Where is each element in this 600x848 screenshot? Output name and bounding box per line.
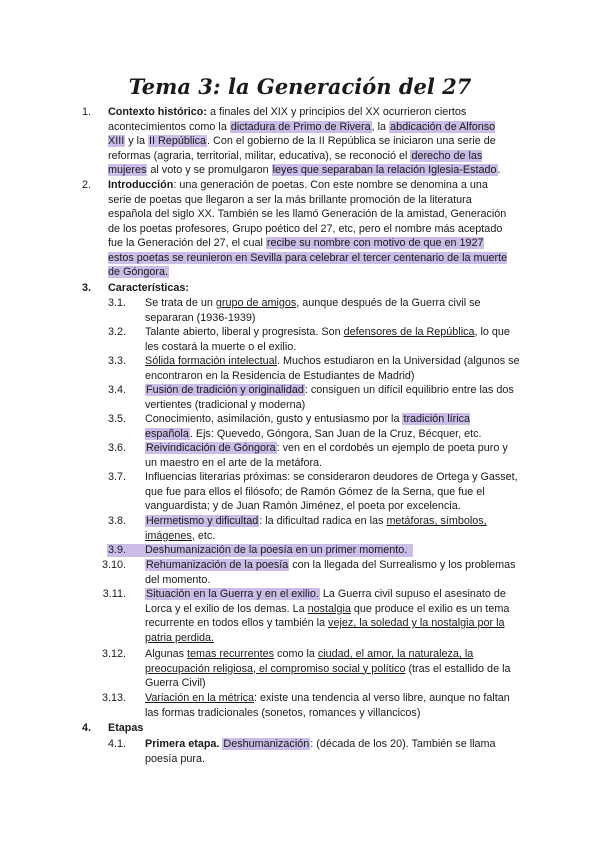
- item-text: [145, 354, 520, 383]
- underline: metáforas, símbolos, imágenes,: [145, 515, 487, 542]
- list-item: [0, 737, 600, 766]
- highlight: Hermetismo y dificultad: [146, 515, 259, 527]
- heading-text: Etapas: [108, 722, 144, 734]
- list-item: [0, 558, 600, 587]
- heading-text: Características:: [108, 282, 190, 294]
- text: con la llegada del Surrealismo y los problemas del momento.: [145, 559, 516, 586]
- list-item: [0, 514, 600, 543]
- item-number: 3.6.: [107, 442, 126, 454]
- section-number: 2.: [82, 179, 92, 191]
- item-text: [145, 470, 520, 514]
- text: : (década de los 20). También se llama poesía pura.: [145, 738, 496, 765]
- section-4: [0, 721, 600, 736]
- underline: defensores de la República: [343, 326, 475, 338]
- item-text: [145, 647, 520, 691]
- page-title: Tema 3: la Generación del 27: [128, 74, 472, 99]
- list-item: [0, 296, 600, 325]
- text: , la: [371, 120, 390, 133]
- text: : la dificultad radica en las: [259, 515, 387, 527]
- item-text: [145, 543, 520, 558]
- item-number: 3.4.: [107, 384, 126, 396]
- item-number: 3.1.: [107, 297, 126, 309]
- item-number: 3.13.: [101, 692, 126, 704]
- text: etc.: [194, 529, 216, 542]
- item-number: 3.2.: [107, 326, 126, 338]
- section-number: 1.: [82, 106, 92, 118]
- highlight: Situación en la Guerra y en el exilio.: [146, 588, 319, 600]
- section-1: [0, 105, 600, 177]
- underline: temas recurrentes: [187, 648, 275, 660]
- list-item: [0, 354, 600, 383]
- highlight: abdicación de Alfonso XIII: [108, 120, 496, 147]
- text: : existe una tendencia al verso libre, aunque no faltan las formas tradicionales (sonetos, romances y villancicos): [145, 692, 510, 719]
- highlight: recibe su nombre con motivo de que en 1927 estos poetas se reunieron en Sevilla para celebrar el tercer centenario de la muerte de Góngora.: [108, 237, 508, 278]
- section-number: 4.: [82, 722, 92, 734]
- item-text: [145, 587, 520, 645]
- underline: Variación en la métrica: [145, 692, 255, 704]
- text: Algunas: [145, 648, 188, 660]
- item-text: [145, 325, 520, 354]
- item-number: 3.3.: [107, 355, 126, 367]
- highlight: derecho de las mujeres: [108, 149, 483, 176]
- text: La Guerra civil supuso el asesinato de Lorca y el exilio de los demas. La: [145, 588, 506, 615]
- list-item: [0, 543, 600, 558]
- item-number: 3.5.: [107, 413, 126, 425]
- text: , lo que les costará la muerte o el exilio.: [145, 326, 510, 353]
- bold-text: Primera etapa.: [145, 738, 220, 750]
- list-item: [0, 383, 600, 412]
- item-text: [145, 412, 520, 441]
- highlight: Fusión de tradición y originalidad: [146, 384, 304, 396]
- underline: grupo de amigos: [215, 297, 297, 309]
- list-item: [0, 412, 600, 441]
- section-3: [0, 281, 600, 296]
- text: : consiguen un difícil equilibrio entre las dos vertientes (tradicional y moderna): [145, 384, 514, 411]
- text: , aunque después de la Guerra civil se separaran (1936-1939): [145, 297, 481, 324]
- item-text: [145, 296, 520, 325]
- item-text: [145, 558, 520, 587]
- section-heading: Introducción: [108, 179, 174, 191]
- text: . Con el gobierno de la II República se iniciaron una serie de reformas (agraria, territorial, militar, educativa), se reconoció el: [108, 135, 496, 162]
- text: : ven en el cordobés un ejemplo de poeta puro y un maestro en el arte de la metáfora.: [145, 442, 508, 469]
- highlight: dictadura de Primo de Rivera: [230, 120, 371, 133]
- section-heading: [108, 281, 508, 296]
- section-text: [108, 105, 508, 178]
- item-text: [145, 514, 520, 543]
- text: que produce el exilio es un tema recurrente en todos ellos y también la: [145, 602, 510, 629]
- text: Se trata de un: [145, 297, 216, 309]
- underline: Sólida formación intelectual: [145, 355, 278, 367]
- highlight: leyes que separaban la relación Iglesia-Estado: [272, 164, 497, 176]
- list-item: [0, 587, 600, 645]
- section-heading: Contexto histórico:: [108, 106, 207, 118]
- text: . Ejs: Quevedo, Góngora, San Juan de la Cruz, Bécquer, etc.: [189, 427, 482, 440]
- underline: vejez, la soledad y la nostalgia por la patria perdida.: [145, 617, 505, 644]
- text: como la: [274, 648, 318, 660]
- text: Talante abierto, liberal y progresista. Son: [145, 326, 344, 338]
- item-number: 3.11.: [102, 588, 126, 600]
- section-heading: [108, 721, 508, 736]
- text: .: [497, 164, 501, 176]
- list-item: [0, 470, 600, 514]
- highlight: tradición lírica española: [145, 413, 471, 440]
- underline: ciudad, el amor, la naturaleza, la preocupación religiosa, el compromiso social y político: [145, 648, 474, 675]
- highlight: Deshumanización: [223, 738, 310, 750]
- section-2: [0, 178, 600, 280]
- text: Influencias literarias próximas: se consideraron deudores de Ortega y Gasset, que fue para ellos el filósofo; de Ramón Gómez de la Serna, que fue el vanguardista; y de Juan Ramón Jiménez, el poeta por excelencia.: [145, 471, 518, 512]
- text: Deshumanización de la poesía en un primer momento.: [145, 544, 408, 556]
- section-number: 3.: [82, 282, 92, 294]
- underline: nostalgia: [307, 602, 351, 615]
- text: y la: [125, 135, 149, 147]
- highlight: Rehumanización de la poesía: [146, 559, 289, 571]
- text: : una generación de poetas. Con este nombre se denomina a una serie de poetas que llegaron a ser la más brillante promoción de la literatura española del siglo XX. También se les llamó Generación de la amistad, Generación de los poetas profesores, Grupo poético del 27, etc, pero el nombre más aceptado fue la Generación del 27, el cual: [108, 179, 507, 249]
- highlight: Reivindicación de Góngora: [146, 442, 276, 454]
- text: a finales del XIX y principios del XX ocurrieron ciertos acontecimientos como la: [108, 106, 467, 133]
- list-item: [0, 325, 600, 354]
- section-text: [108, 178, 508, 280]
- text: (tras el estallido de la Guerra Civil): [145, 662, 511, 689]
- item-number: 3.7.: [107, 471, 126, 483]
- item-number: 3.9.: [107, 544, 126, 556]
- item-text: [145, 691, 520, 720]
- list-item: [0, 691, 600, 720]
- text: . Muchos estudiaron en la Universidad (algunos se encontraron en la Residencia de Estudiantes de Madrid): [145, 355, 520, 382]
- highlight: II República: [149, 135, 207, 147]
- text: al voto y se promulgaron: [147, 164, 272, 176]
- item-text: [145, 441, 520, 470]
- text: Conocimiento, asimilación, gusto y entusiasmo por la: [145, 413, 403, 425]
- list-item: [0, 441, 600, 470]
- item-text: [145, 383, 520, 412]
- item-text: [145, 737, 520, 766]
- item-number: 3.8.: [107, 515, 126, 527]
- list-item: [0, 647, 600, 691]
- item-number: 3.12.: [101, 648, 126, 660]
- item-number: 3.10.: [101, 559, 126, 571]
- item-number: 4.1.: [107, 738, 126, 750]
